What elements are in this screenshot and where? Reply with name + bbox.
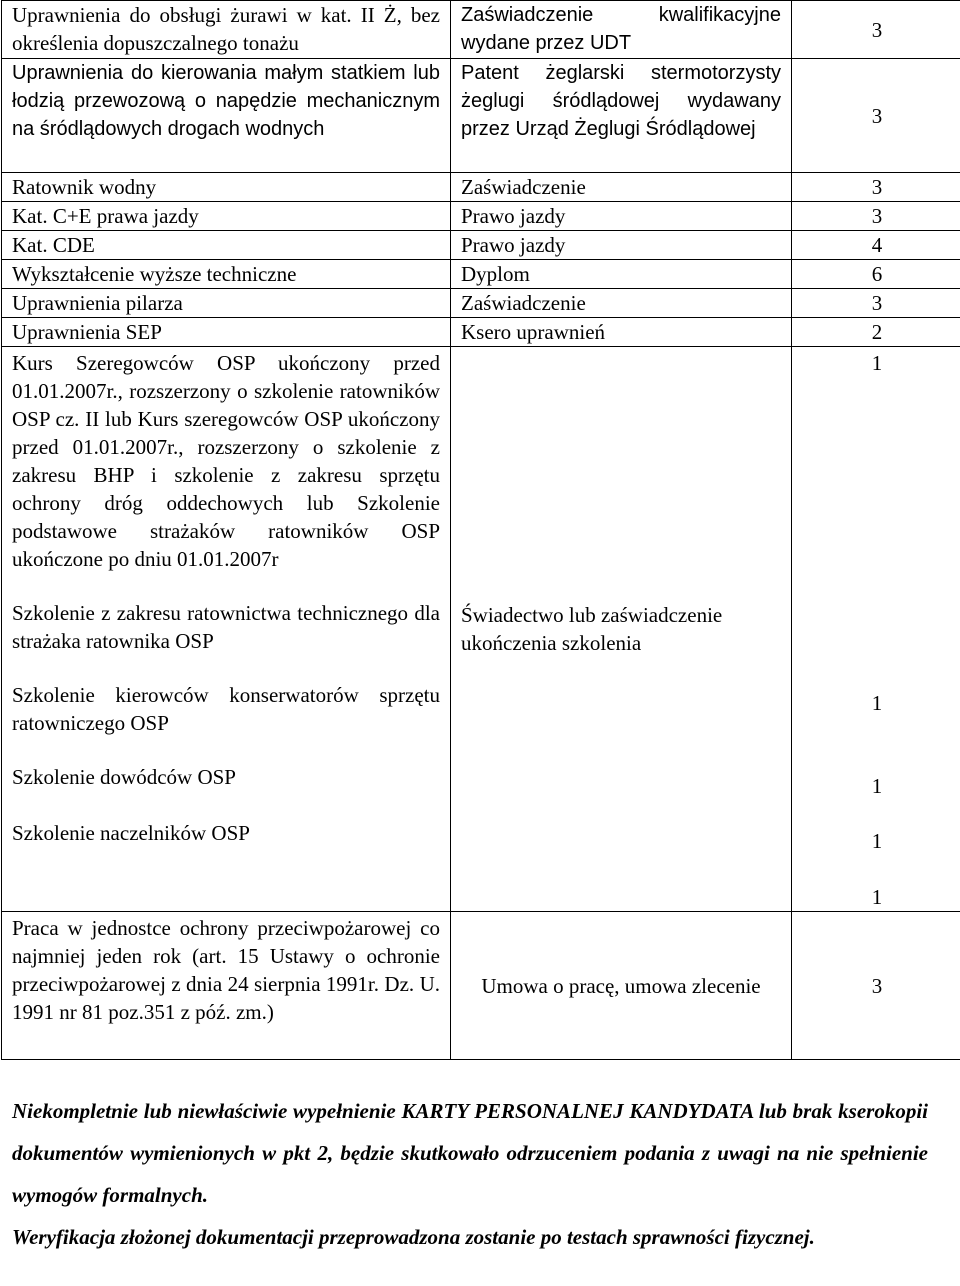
course-commanders: Szkolenie dowódców OSP [12,765,236,789]
points-value: 1 [871,829,883,853]
document-cell: Zaświadczenie [451,289,792,318]
requirement-cell: Kat. CDE [2,231,451,260]
course-chiefs: Szkolenie naczelników OSP [12,821,250,845]
points-cell: 4 [792,231,960,260]
training-courses-cell [2,347,451,912]
document-cell: Ksero uprawnień [451,318,792,347]
points-value: 1 [871,885,883,909]
points-cell: 3 [792,173,960,202]
points-cell: 3 [792,289,960,318]
points-value: 1 [871,691,883,715]
table-row [2,912,960,1060]
document-cell: Prawo jazdy [451,202,792,231]
notes-section [12,1090,928,1258]
points-cell: 3 [792,202,960,231]
table-row [2,260,960,289]
qualifications-table [1,0,960,1060]
warning-note: Niekompletnie lub niewłaściwie wypełnienie KARTY PERSONALNEJ KANDYDATA lub brak kserokopii dokumentów wymienionych w pkt 2, będzie skutkowało odrzuceniem podania z uwagi na nie spełnienie wymogów formalnych. [12,1099,928,1207]
table-row [2,59,960,173]
table-row [2,173,960,202]
points-cell: 2 [792,318,960,347]
training-group-row [2,347,960,912]
points-value: 1 [871,774,883,798]
points-cell: 6 [792,260,960,289]
training-document-cell: Świadectwo lub zaświadczenie ukończenia szkolenia [451,347,792,912]
table-row [2,231,960,260]
requirement-cell: Uprawnienia SEP [2,318,451,347]
points-value: 1 [871,351,883,375]
table-row [2,1,960,59]
document-cell: Patent żeglarski stermotorzysty żeglugi śródlądowej wydawany przez Urząd Żeglugi Śródlądowej [451,59,792,173]
points-cell: 3 [792,59,960,173]
requirement-cell: Uprawnienia do kierowania małym statkiem lub łodzią przewozową o napędzie mechanicznym na śródlądowych drogach wodnych [2,59,451,173]
course-drivers: Szkolenie kierowców konserwatorów sprzętu ratowniczego OSP [12,683,440,735]
training-points-cell [792,347,960,912]
requirement-cell: Uprawnienia pilarza [2,289,451,318]
requirement-cell: Wykształcenie wyższe techniczne [2,260,451,289]
requirement-cell: Ratownik wodny [2,173,451,202]
course-technical-rescue: Szkolenie z zakresu ratownictwa technicznego dla strażaka ratownika OSP [12,601,440,653]
table-row [2,289,960,318]
document-cell: Dyplom [451,260,792,289]
points-cell: 3 [792,912,960,1060]
course-osp-basic: Kurs Szeregowców OSP ukończony przed 01.01.2007r., rozszerzony o szkolenie ratowników OSP cz. II lub Kurs szeregowców OSP ukończony przed 01.01.2007r., rozszerzony o szkolenie z zakresu BHP i szkolenie z zakresu sprzętu ochrony dróg oddechowych lub Szkolenie podstawowe strażaków ratowników OSP ukończone po dniu 01.01.2007r [12,351,440,571]
document-cell: Zaświadczenie [451,173,792,202]
table-row [2,318,960,347]
requirement-cell: Kat. C+E prawa jazdy [2,202,451,231]
requirement-cell: Praca w jednostce ochrony przeciwpożarowej co najmniej jeden rok (art. 15 Ustawy o ochronie przeciwpożarowej z dnia 24 sierpnia 1991r. Dz. U. 1991 nr 81 poz.351 z póź. zm.) [2,912,451,1060]
document-cell: Prawo jazdy [451,231,792,260]
document-cell: Umowa o pracę, umowa zlecenie [451,912,792,1060]
requirement-cell: Uprawnienia do obsługi żurawi w kat. II Ż, bez określenia dopuszczalnego tonażu [2,1,451,59]
table-row [2,202,960,231]
document-cell: Zaświadczenie kwalifikacyjne wydane przez UDT [451,1,792,59]
points-cell: 3 [792,1,960,59]
verification-note: Weryfikacja złożonej dokumentacji przeprowadzona zostanie po testach sprawności fizycznej. [12,1225,815,1249]
